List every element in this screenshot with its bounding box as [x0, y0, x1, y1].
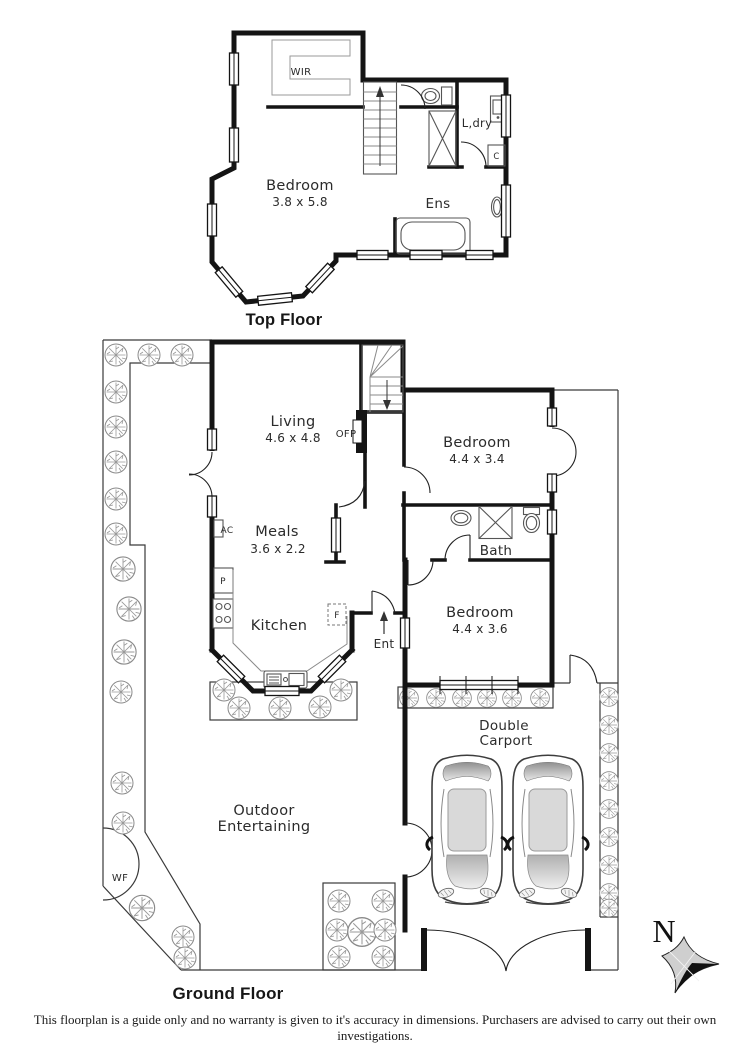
ground-floor-stairs — [362, 345, 403, 412]
meals-label: Meals — [255, 524, 299, 540]
carport-label-line2: Carport — [479, 733, 533, 749]
ground-floor-title: Ground Floor — [172, 984, 284, 1003]
bath-fixtures — [451, 507, 540, 539]
ofp-label: OFP — [335, 429, 357, 440]
entry-label: Ent — [373, 637, 395, 651]
top-floor-windows — [208, 53, 511, 305]
kitchen-label: Kitchen — [250, 618, 308, 634]
ensuite-label: Ens — [425, 196, 451, 212]
living-dims: 4.6 x 4.8 — [265, 431, 321, 445]
sink-icon — [264, 671, 307, 688]
water-feature-label: WF — [111, 873, 129, 884]
top-bedroom-label: Bedroom — [266, 178, 334, 194]
compass-north-label: N — [652, 913, 676, 949]
ground-floor-plan — [103, 340, 618, 1003]
bedroom-one-label: Bedroom — [443, 435, 511, 451]
car-icon — [427, 755, 507, 904]
top-floor-walls — [212, 33, 506, 302]
top-floor-title: Top Floor — [245, 311, 323, 329]
bathtub-icon — [396, 218, 470, 254]
shower-icon — [429, 111, 456, 166]
top-floor-plan — [208, 33, 511, 329]
fridge-label: F — [334, 611, 340, 621]
laundry-door-arc — [461, 142, 486, 167]
wir-label: WIR — [290, 67, 312, 78]
meals-dims: 3.6 x 2.2 — [250, 542, 306, 556]
compass-icon — [652, 913, 719, 993]
top-floor-stairs — [364, 82, 397, 174]
bedroom-one-dims: 4.4 x 3.4 — [449, 452, 505, 466]
gate-post — [421, 928, 427, 971]
bath-label: Bath — [479, 543, 513, 559]
water-feature-icon — [103, 828, 139, 900]
outdoor-label-line1: Outdoor — [233, 803, 295, 819]
bedroom-two-label: Bedroom — [446, 605, 514, 621]
living-label: Living — [270, 414, 316, 430]
carport-label-line1: Double — [479, 718, 529, 734]
disclaimer-text: This floorplan is a guide only and no warranty is given to it's accuracy in dimensions. Purchasers are advised to carry out their own investigations. — [33, 1012, 717, 1043]
pantry-label: P — [220, 577, 226, 587]
stove-icon — [213, 599, 233, 628]
cupboard-label: C — [493, 152, 500, 162]
toilet-icon — [422, 87, 453, 105]
ac-label: AC — [220, 526, 234, 536]
gate-post — [585, 928, 591, 971]
carport-cars — [427, 755, 588, 904]
car-icon — [508, 755, 588, 904]
outdoor-label-line2: Entertaining — [217, 819, 311, 835]
top-bedroom-dims: 3.8 x 5.8 — [272, 195, 328, 209]
entry-arrow — [380, 611, 388, 634]
laundry-label: L,dry — [461, 116, 493, 130]
bedroom-two-dims: 4.4 x 3.6 — [452, 622, 508, 636]
